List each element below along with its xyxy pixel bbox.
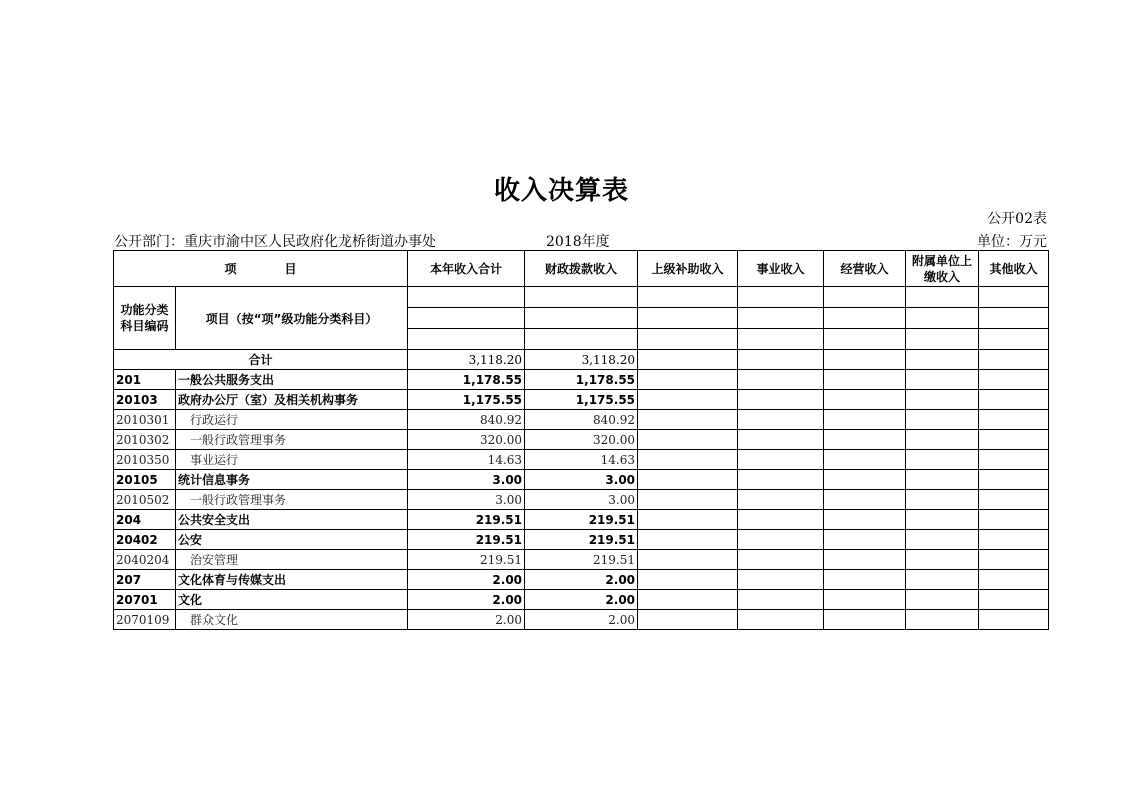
year-label: 2018年度 [546, 234, 610, 250]
empty-cell [979, 450, 1049, 470]
fiscal-cell: 2.00 [525, 610, 638, 630]
empty-cell [906, 410, 979, 430]
empty-cell [824, 390, 906, 410]
summary-fiscal: 3,118.20 [525, 350, 638, 370]
table-row [114, 610, 1049, 630]
name-cell: 一般行政管理事务 [176, 490, 408, 510]
name-cell: 治安管理 [176, 550, 408, 570]
fiscal-cell: 2.00 [525, 590, 638, 610]
total-cell: 3.00 [408, 470, 525, 490]
empty-cell [979, 370, 1049, 390]
table-row [114, 570, 1049, 590]
header-name: 项目（按“项”级功能分类科目） [176, 287, 408, 350]
empty-cell [906, 530, 979, 550]
empty-cell [738, 470, 824, 490]
empty-cell [738, 490, 824, 510]
name-cell: 事业运行 [176, 450, 408, 470]
empty-cell [638, 370, 738, 390]
empty-cell [906, 490, 979, 510]
total-cell: 219.51 [408, 510, 525, 530]
header-row [114, 251, 1049, 287]
empty-cell [638, 510, 738, 530]
header-other: 其他收入 [979, 251, 1049, 287]
name-cell: 文化体育与传媒支出 [176, 570, 408, 590]
empty-cell [638, 610, 738, 630]
table-row [114, 530, 1049, 550]
empty-cell [638, 390, 738, 410]
empty-cell [979, 610, 1049, 630]
total-cell: 219.51 [408, 550, 525, 570]
empty-cell [824, 370, 906, 390]
fiscal-cell: 840.92 [525, 410, 638, 430]
empty-cell [824, 530, 906, 550]
empty-cell [824, 430, 906, 450]
name-cell: 行政运行 [176, 410, 408, 430]
code-cell: 2010302 [114, 430, 176, 450]
empty-cell [979, 590, 1049, 610]
table-row [114, 370, 1049, 390]
empty-cell [906, 590, 979, 610]
table-row [114, 410, 1049, 430]
empty-cell [979, 390, 1049, 410]
form-number: 公开02表 [987, 211, 1047, 227]
total-cell: 320.00 [408, 430, 525, 450]
total-cell: 3.00 [408, 490, 525, 510]
empty-cell [824, 570, 906, 590]
empty-cell [979, 570, 1049, 590]
total-cell: 840.92 [408, 410, 525, 430]
empty-cell [738, 410, 824, 430]
empty-cell [979, 510, 1049, 530]
summary-row [114, 350, 1049, 370]
total-cell: 219.51 [408, 530, 525, 550]
code-cell: 2040204 [114, 550, 176, 570]
empty-cell [979, 410, 1049, 430]
table-row [114, 590, 1049, 610]
empty-cell [906, 470, 979, 490]
empty-cell [638, 550, 738, 570]
fiscal-cell: 219.51 [525, 550, 638, 570]
code-cell: 20701 [114, 590, 176, 610]
empty-cell [824, 410, 906, 430]
empty-cell [738, 450, 824, 470]
code-cell: 2070109 [114, 610, 176, 630]
empty-cell [638, 570, 738, 590]
code-cell: 204 [114, 510, 176, 530]
code-cell: 20105 [114, 470, 176, 490]
fiscal-cell: 1,178.55 [525, 370, 638, 390]
empty-cell [738, 430, 824, 450]
empty-cell [906, 390, 979, 410]
header-operating: 经营收入 [824, 251, 906, 287]
summary-label: 合计 [114, 350, 408, 370]
table-row [114, 430, 1049, 450]
empty-cell [738, 390, 824, 410]
empty-cell [638, 470, 738, 490]
header-fiscal: 财政拨款收入 [525, 251, 638, 287]
total-cell: 2.00 [408, 610, 525, 630]
empty-cell [979, 470, 1049, 490]
empty-cell [738, 510, 824, 530]
table-row [114, 450, 1049, 470]
table-row [114, 490, 1049, 510]
empty-cell [638, 450, 738, 470]
code-cell: 20402 [114, 530, 176, 550]
name-cell: 群众文化 [176, 610, 408, 630]
income-table [113, 250, 1049, 630]
empty-cell [738, 530, 824, 550]
header-superior: 上级补助收入 [638, 251, 738, 287]
fiscal-cell: 320.00 [525, 430, 638, 450]
empty-cell [824, 550, 906, 570]
fiscal-cell: 2.00 [525, 570, 638, 590]
header-item: 项 目 [114, 251, 408, 287]
empty-cell [824, 510, 906, 530]
header-affiliated: 附属单位上缴收入 [906, 251, 979, 287]
empty-cell [824, 470, 906, 490]
name-cell: 文化 [176, 590, 408, 610]
table-row [114, 510, 1049, 530]
code-cell: 2010350 [114, 450, 176, 470]
code-cell: 2010502 [114, 490, 176, 510]
empty-cell [738, 610, 824, 630]
name-cell: 统计信息事务 [176, 470, 408, 490]
fiscal-cell: 1,175.55 [525, 390, 638, 410]
empty-cell [979, 490, 1049, 510]
empty-cell [638, 530, 738, 550]
empty-cell [979, 430, 1049, 450]
name-cell: 政府办公厅（室）及相关机构事务 [176, 390, 408, 410]
total-cell: 2.00 [408, 590, 525, 610]
fiscal-cell: 219.51 [525, 530, 638, 550]
name-cell: 公共安全支出 [176, 510, 408, 530]
department-label: 公开部门：重庆市渝中区人民政府化龙桥街道办事处 [114, 234, 436, 250]
empty-cell [979, 530, 1049, 550]
header-total: 本年收入合计 [408, 251, 525, 287]
empty-cell [824, 490, 906, 510]
empty-cell [824, 450, 906, 470]
name-cell: 公安 [176, 530, 408, 550]
empty-cell [906, 510, 979, 530]
empty-cell [906, 370, 979, 390]
fiscal-cell: 14.63 [525, 450, 638, 470]
page-title: 收入决算表 [493, 176, 629, 206]
empty-cell [738, 370, 824, 390]
empty-cell [738, 590, 824, 610]
empty-cell [638, 410, 738, 430]
empty-cell [906, 570, 979, 590]
empty-cell [906, 550, 979, 570]
header-code: 功能分类科目编码 [114, 287, 176, 350]
unit-label: 单位：万元 [977, 234, 1047, 250]
empty-cell [638, 590, 738, 610]
fiscal-cell: 3.00 [525, 470, 638, 490]
subheader-row-1 [114, 287, 1049, 308]
table-row [114, 550, 1049, 570]
empty-cell [906, 450, 979, 470]
fiscal-cell: 219.51 [525, 510, 638, 530]
empty-cell [824, 610, 906, 630]
empty-cell [906, 430, 979, 450]
empty-cell [906, 610, 979, 630]
code-cell: 2010301 [114, 410, 176, 430]
empty-cell [979, 550, 1049, 570]
total-cell: 14.63 [408, 450, 525, 470]
total-cell: 1,178.55 [408, 370, 525, 390]
code-cell: 201 [114, 370, 176, 390]
code-cell: 20103 [114, 390, 176, 410]
empty-cell [824, 590, 906, 610]
total-cell: 2.00 [408, 570, 525, 590]
empty-cell [738, 550, 824, 570]
name-cell: 一般公共服务支出 [176, 370, 408, 390]
table-row [114, 470, 1049, 490]
name-cell: 一般行政管理事务 [176, 430, 408, 450]
table-row [114, 390, 1049, 410]
code-cell: 207 [114, 570, 176, 590]
summary-total: 3,118.20 [408, 350, 525, 370]
department-line [114, 231, 610, 251]
empty-cell [638, 430, 738, 450]
fiscal-cell: 3.00 [525, 490, 638, 510]
empty-cell [738, 570, 824, 590]
header-business: 事业收入 [738, 251, 824, 287]
empty-cell [638, 490, 738, 510]
total-cell: 1,175.55 [408, 390, 525, 410]
